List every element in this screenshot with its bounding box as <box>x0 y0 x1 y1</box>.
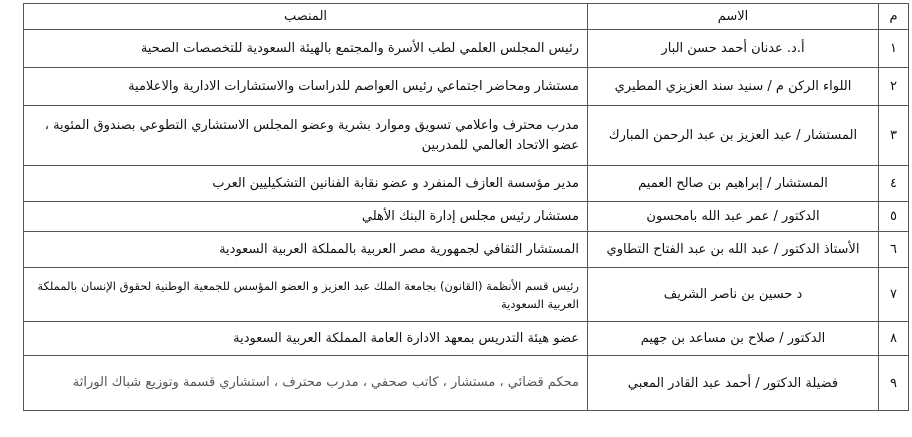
row-position: مدرب محترف واعلامي تسويق وموارد بشرية وعضو المجلس الاستشاري التطوعي بصندوق المئوية ، عضو الاتحاد العالمي للمدربين <box>24 106 588 166</box>
row-name: المستشار / عبد العزيز بن عبد الرحمن المبارك <box>588 106 879 166</box>
table-row <box>24 106 909 166</box>
row-index: ٥ <box>879 202 909 232</box>
header-name: الاسم <box>588 4 879 30</box>
row-name: فضيلة الدكتور / أحمد عبد القادر المعبي <box>588 356 879 411</box>
row-name: الدكتور / عمر عبد الله بامحسون <box>588 202 879 232</box>
row-position: محكم قضائي ، مستشار ، كاتب صحفي ، مدرب محترف ، استشاري قسمة وتوزيع شباك الوراثة <box>24 356 588 411</box>
row-name: أ.د. عدنان أحمد حسن البار <box>588 30 879 68</box>
row-index: ٦ <box>879 232 909 268</box>
row-position: مستشار رئيس مجلس إدارة البنك الأهلي <box>24 202 588 232</box>
row-position: رئيس قسم الأنظمة (القانون) بجامعة الملك عبد العزيز و العضو المؤسس للجمعية الوطنية لحقوق الإنسان بالمملكة العربية السعودية <box>24 268 588 322</box>
row-name: الأستاذ الدكتور / عبد الله بن عبد الفتاح التطاوي <box>588 232 879 268</box>
row-index: ٧ <box>879 268 909 322</box>
members-table <box>23 3 909 411</box>
row-index: ٣ <box>879 106 909 166</box>
table-row <box>24 322 909 356</box>
table-row <box>24 232 909 268</box>
table-row <box>24 166 909 202</box>
row-index: ٨ <box>879 322 909 356</box>
row-position: مدير مؤسسة العازف المنفرد و عضو نقابة الفنانين التشكيليين العرب <box>24 166 588 202</box>
row-index: ٤ <box>879 166 909 202</box>
table-row <box>24 30 909 68</box>
row-position: مستشار ومحاضر اجتماعي رئيس العواصم للدراسات والاستشارات الادارية والاعلامية <box>24 68 588 106</box>
header-position: المنصب <box>24 4 588 30</box>
row-name: المستشار / إبراهيم بن صالح العميم <box>588 166 879 202</box>
table-row <box>24 268 909 322</box>
row-position: رئيس المجلس العلمي لطب الأسرة والمجتمع بالهيئة السعودية للتخصصات الصحية <box>24 30 588 68</box>
table-row <box>24 356 909 411</box>
header-index: م <box>879 4 909 30</box>
row-position: عضو هيئة التدريس بمعهد الادارة العامة المملكة العربية السعودية <box>24 322 588 356</box>
table-row <box>24 68 909 106</box>
table-row <box>24 202 909 232</box>
row-position: المستشار الثقافي لجمهورية مصر العربية بالمملكة العربية السعودية <box>24 232 588 268</box>
row-name: الدكتور / صلاح بن مساعد بن جهيم <box>588 322 879 356</box>
table-header-row <box>24 4 909 30</box>
row-name: د حسين بن ناصر الشريف <box>588 268 879 322</box>
row-index: ٩ <box>879 356 909 411</box>
row-index: ٢ <box>879 68 909 106</box>
row-name: اللواء الركن م / سنيد سند العزيزي المطيري <box>588 68 879 106</box>
row-index: ١ <box>879 30 909 68</box>
